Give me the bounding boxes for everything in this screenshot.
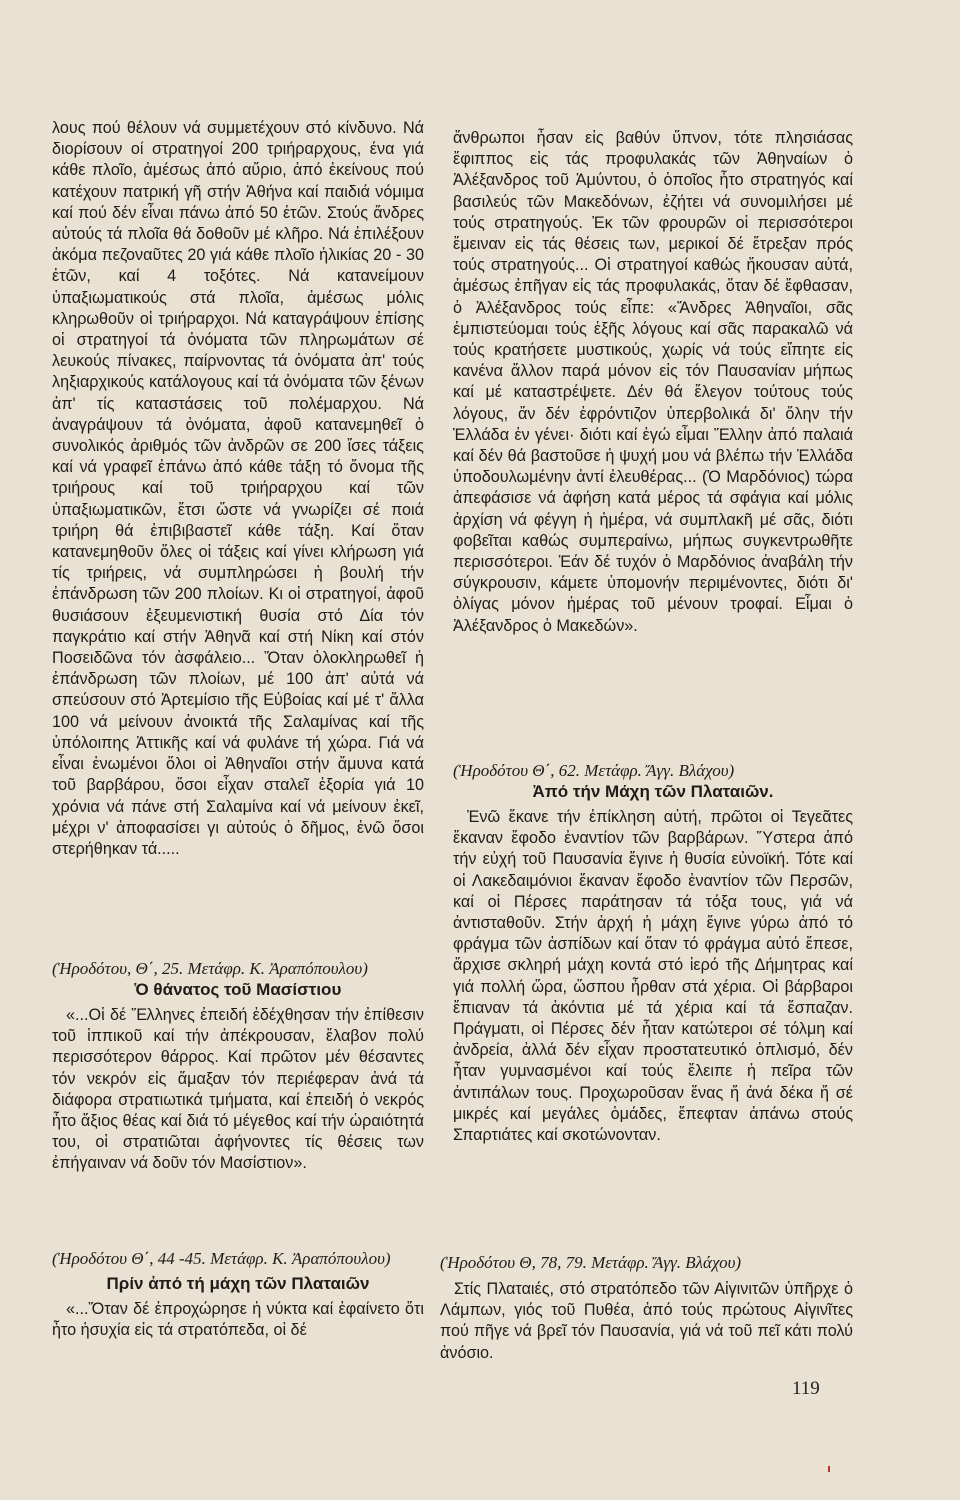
text-masistios: «...Οἱ δέ Ἕλληνες ἐπειδή ἐδέχθησαν τήν ἐπίθεσιν τοῦ ἱππικοῦ καί τήν ἀπέκρουσαν, ἔλαβον πολύ περισσότερον θάρρος. Καί πρῶτον μέν θέσαντες τόν νεκρόν εἰς ἅμαξαν τόν περιέφεραν ἀνά τά διάφορα στρατιωτικά τμήματα, καί ἐπειδή ὁ νεκρός ἦτο ἄξιος θέας καί διά τό μέγεθος καί τήν ὡραιότητά του, οἱ στρατιῶται ἀφήνοντες τίς θέσεις των ἐπήγαιναν νά δοῦν τόν Μασίστιον». — [52, 1006, 424, 1173]
left-column — [52, 118, 424, 860]
heading-before-battle: Πρίν ἀπό τή μάχη τῶν Πλαταιῶν — [106, 1274, 370, 1293]
section-battle — [453, 760, 853, 1146]
heading-masistios: Ὁ θάνατος τοῦ Μασίστιου — [134, 980, 342, 999]
heading-battle: Ἀπό τήν Μάχη τῶν Πλαταιῶν. — [532, 782, 774, 801]
section-lampon — [440, 1252, 853, 1364]
text-lampon: Στίς Πλαταιές, στό στρατόπεδο τῶν Αἰγινιτῶν ὑπῆρχε ὁ Λάμπων, γιός τοῦ Πυθέα, ἀπό τούς πρώτους Αἰγινῖτες πού πῆγε νά βρεῖ τόν Παυσανία, γιά νά τοῦ πεῖ κάτι πολύ ἀνόσιο. — [440, 1280, 853, 1362]
page-number: 119 — [792, 1378, 820, 1399]
left-top-text: λους πού θέλουν νά συμμετέχουν στό κίνδυνο. Νά διορίσουν οί στρατηγοί 200 τριήραρχους, ένα γιά κάθε πλοῖο, ἀμέσως ἀπό αὔριο, ἀπό ἐκείνους πού κατέχουν πατρική γῆ στήν Ἀθήνα καί παιδιά νόμιμα καί πού δέν εἶναι πάνω ἀπό 50 ἐτῶν. Στούς ἄνδρες αὐτούς τά πλοῖα θά δοθοῦν μέ κλῆρο. Νά ἐπιλέξουν ἀκόμα πεζοναῦτες 20 γιά κάθε πλοῖο ἡλικίας 20 - 30 ἐτῶν, καί 4 τοξότες. Νά κατανείμουν ὑπαξιωματικούς στά πλοῖα, ἀμέσως μόλις κληρωθοῦν οἱ τριήραρχοι. Νά καταγράψουν ἐπίσης οἱ στρατηγοί τά ὀνόματα τῶν πληρωμάτων σέ λευκούς πίνακες, παίρνοντας τά ὀνόματα ἀπ' τούς ληξιαρχικούς κατάλογους καί τά ὀνόματα τῶν ξένων ἀπ' τίς καταστάσεις τοῦ πολέμαρχου. Νά ἀναγράψουν τά ὀνόματα, ἀφοῦ κατανεμηθεῖ ὁ συνολικός ἀριθμός τῶν ἀνδρῶν σε 200 ἴσες τάξεις καί νά γραφεῖ ἐπάνω ἀπό κάθε τάξη τό ὄνομα τῆς τριήρους καί τοῦ τριήραρχου καί τῶν ὑπαξιωματικῶν, ἔτσι ὥστε νά γνωρίζει σέ ποιά τριήρη θά ἐπιβιβαστεῖ κάθε τάξη. Καί ὅταν κατανεμηθοῦν ὅλες οἱ τάξεις καί γίνει κλήρωση γιά τίς τριήρεις, νά συμπληρώσει ἡ βουλή τήν ἐπάνδρωση τῶν 200 πλοίων. Κι οἱ στρατηγοί, ἀφοῦ θυσιάσουν ἐξευμενιστική θυσία στό Δία τόν παγκράτιο καί στήν Ἀθηνᾶ καί στή Νίκη καί στόν Ποσειδῶνα τόν ἀσφάλειο... Ὅταν ὁλοκληρωθεῖ ἡ ἐπάνδρωση τῶν πλοίων, μέ 100 ἀπ' αὐτά νά σπεύσουν στό Ἀρτεμίσιο τῆς Εὐβοίας καί μέ τ' ἄλλα 100 νά μείνουν ἀνοικτά τῆς Σαλαμίνας καί τῆς ὑπόλοιπης Ἀττικῆς καί νά φυλάνε τή χώρα. Γιά νά εἶναι ἑνωμένοι ὅλοι οἱ Ἀθηναῖοι στήν ἄμυνα κατά τοῦ βαρβάρου, ὅσοι εἶχαν σταλεῖ ἐξορία γιά 10 χρόνια νά πάνε στή Σαλαμίνα καί νά μείνουν ἐκεῖ, μέχρι ν' ἀποφασίσει γι αὐτούς ὁ δῆμος, ἐνῶ ὅσοι στερήθηκαν τά..... — [52, 119, 424, 858]
print-speck — [828, 1466, 830, 1472]
text-battle: Ἐνῶ ἔκανε τήν ἐπίκληση αὐτή, πρῶτοι οἱ Τεγεᾶτες ἔκαναν ἔφοδο ἐναντίον τῶν βαρβάρων. Ὕστερα ἀπό τήν εὐχή τοῦ Παυσανία ἔγινε ἡ θυσία εὐνοϊκή. Τότε καί οἱ Λακεδαιμόνιοι ἔκαναν ἔφοδο ἐναντίον τῶν Περσῶν, καί οἱ Πέρσες παράτησαν τά τόξα τους, γιά νά ἀντισταθοῦν. Στήν ἀρχή ἡ μάχη ἔγινε γύρω ἀπό τό φράγμα τῶν ἀσπίδων καί ὅταν τό φράγμα αὐτό ἔπεσε, ἄρχισε σκληρή μάχη κοντά στό ἱερό τῆς Δήμητρας καί γιά πολλή ὥρα, ὥσπου ἦρθαν στά χέρια. Οἱ βάρβαροι ἔπιαναν τά ἀκόντια μέ τά χέρια καί τά ἔσπαζαν. Πράγματι, οἱ Πέρσες δέν ἦταν κατώτεροι σέ τόλμη καί ἀνδρεία, ἀλλά δέν εἶχαν προστατευτικό ὁπλισμό, δέν ἦταν γυμνασμένοι καί τούς ἔλειπε ἡ πεῖρα τῶν ἀντιπάλων τους. Προχωροῦσαν ἕνας ἤ ἀνά δέκα ἤ σέ μικρές καί μεγάλες ὁμάδες, ἔπεφταν ἀπάνω στούς Σπαρτιάτες καί σκοτώνονταν. — [453, 808, 853, 1145]
section-masistios — [52, 958, 424, 1175]
right-column — [453, 128, 853, 637]
text-before-battle: «...Ὅταν δέ ἐπροχώρησε ἡ νύκτα καί ἐφαίνετο ὅτι ἦτο ἡσυχία εἰς τά στρατόπεδα, οἱ δέ — [52, 1300, 424, 1340]
citation-before-battle: (Ἡροδότου Θ΄, 44 -45. Μετάφρ. Κ. Ἀραπόπουλου) — [52, 1249, 391, 1268]
section-before-battle — [52, 1248, 424, 1341]
citation-battle: (Ἡροδότου Θ΄, 62. Μετάφρ. Ἄγγ. Βλάχου) — [453, 761, 735, 780]
right-top-text: ἄνθρωποι ἦσαν εἰς βαθύν ὕπνον, τότε πλησιάσας ἔφιππος εἰς τάς προφυλακάς τῶν Ἀθηναίων ὁ Ἀλέξανδρος τοῦ Ἀμύντου, ὁ ὁποῖος ἦτο στρατηγός καί βασιλεύς τῶν Μακεδόνων, ἐζήτει νά συνομιλήσει μέ τούς στρατηγούς. Ἐκ τῶν φρουρῶν οἱ περισσότεροι ἔμειναν εἰς τάς θέσεις των, μερικοί δέ ἔτρεξαν πρός τούς στρατηγούς... Οἱ στρατηγοί καθώς ἤκουσαν αὐτά, ἀμέσως ἐπῆγαν εἰς τάς προφυλακάς, ὅταν δέ ἔφθασαν, ὁ Ἀλέξανδρος τούς εἶπε: «Ἄνδρες Ἀθηναῖοι, σᾶς ἐμπιστεύομαι τούς ἑξῆς λόγους καί σᾶς παρακαλῶ νά τούς κρατήσετε μυστικούς, χωρίς νά τούς εἴπητε εἰς κανένα ἄλλον παρά μόνον εἰς τόν Παυσανίαν μήπως καί μέ καταστρέψετε. Δέν θά ἔλεγον τούτους τούς λόγους, ἄν δέν ἐφρόντιζον ὑπερβολικά δι' ὅλην τήν Ἑλλάδα ἐν γένει· διότι καί ἐγώ εἶμαι Ἕλλην ἀπό παλαιά καί δέν θά βαστοῦσε ἡ ψυχή μου νά βλέπω τήν Ἑλλάδα ὑποδουλωμένην ἀντί ἐλευθέρας... (Ὁ Μαρδόνιος) τώρα ἀπεφάσισε νά ἀφήση κατά μέρος τά σφάγια καί μόλις ἀρχίση νά φέγγη ἡ ἡμέρα, νά συμπλακῆ μέ σᾶς, διότι φοβεῖται καθώς συμπεραίνω, μήπως συγκεντρωθῆτε περισσότεροι. Ἐάν δέ τυχόν ὁ Μαρδόνιος ἀναβάλη τήν σύγκρουσιν, κάμετε ὑπομονήν περιμένοντες, διότι δι' ὀλίγας μόνον ἡμέρας τοῦ μένουν τροφαί. Εἶμαι ὁ Ἀλέξανδρος ὁ Μακεδών». — [453, 129, 853, 635]
citation-masistios: (Ἡροδότου, Θ΄, 25. Μετάφρ. Κ. Ἀραπόπουλου) — [52, 959, 368, 978]
citation-lampon: (Ἡροδότου Θ, 78, 79. Μετάφρ. Ἄγγ. Βλάχου) — [440, 1253, 742, 1272]
